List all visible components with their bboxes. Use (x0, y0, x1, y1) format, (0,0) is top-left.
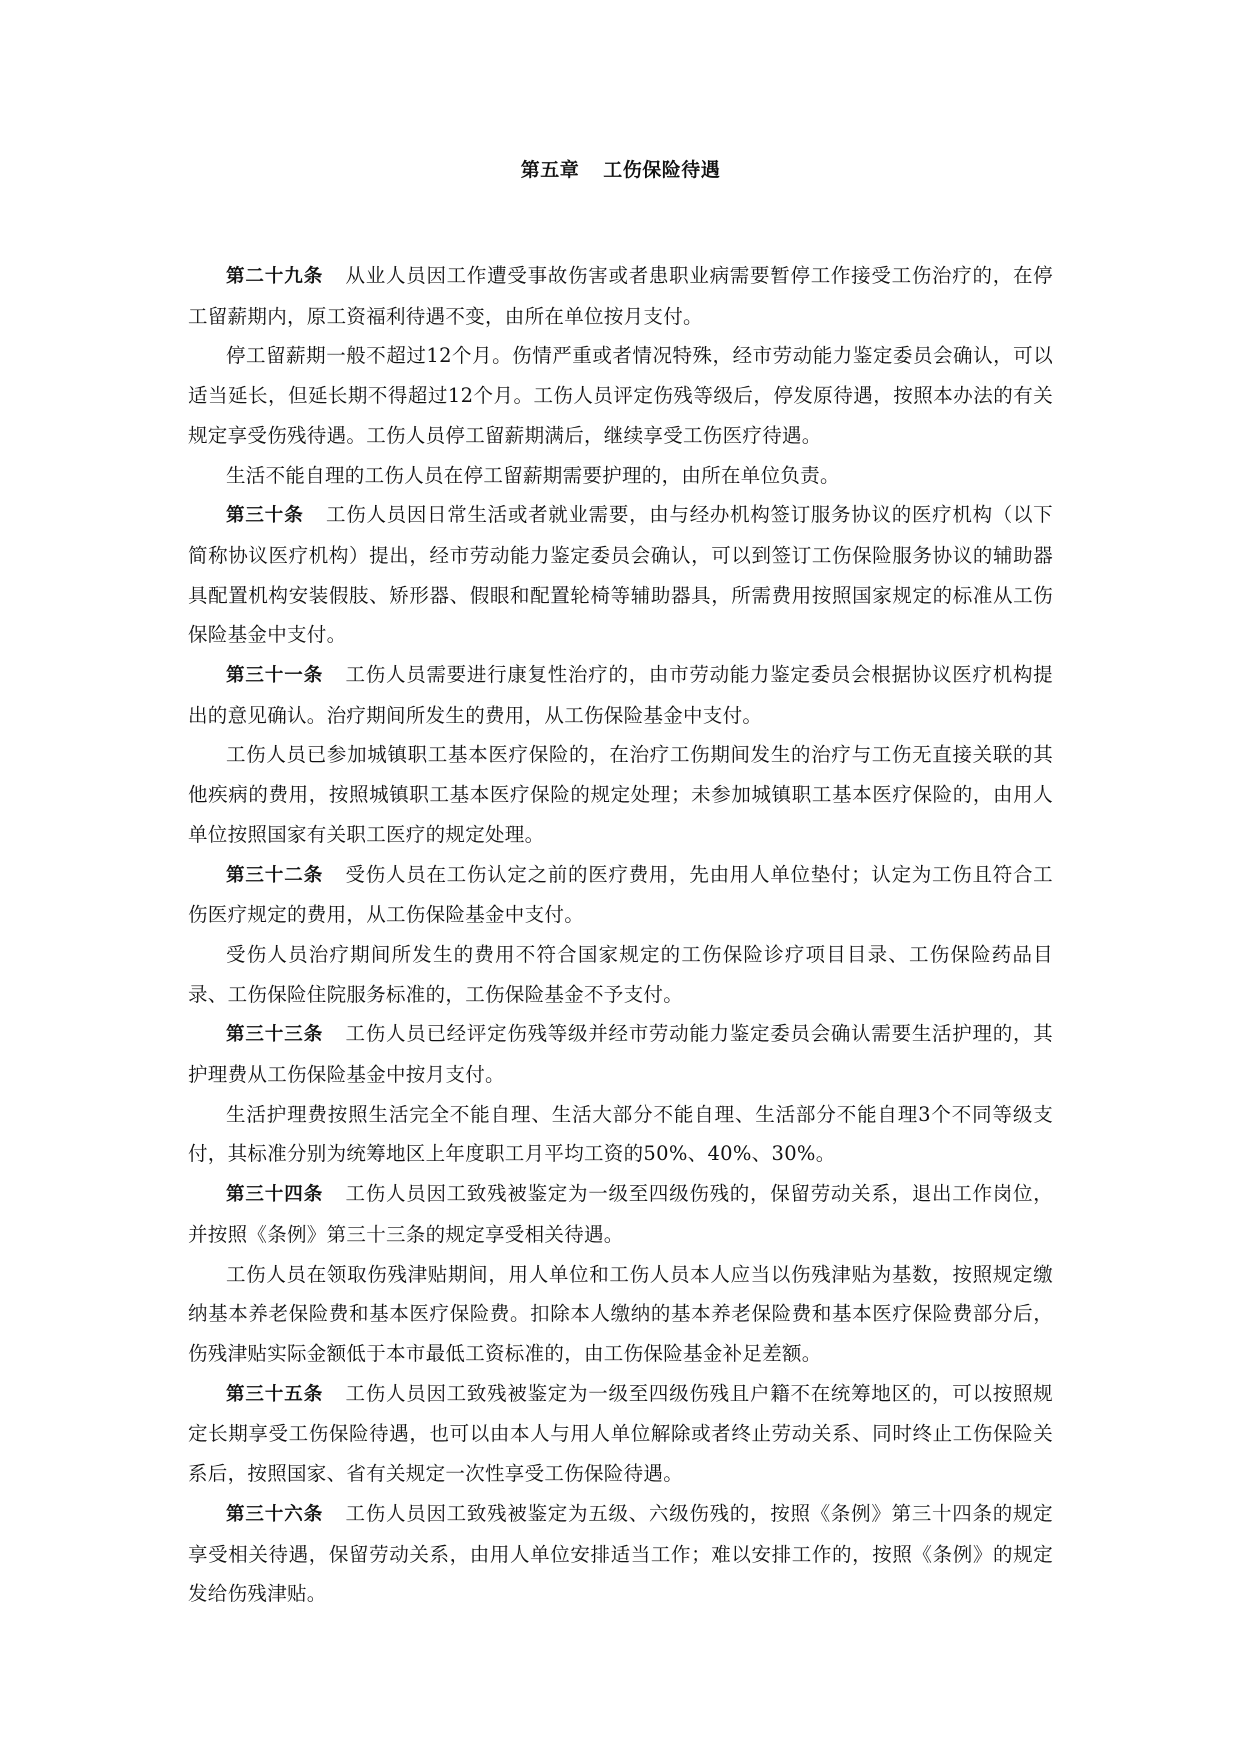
continuation-paragraph (188, 735, 1053, 854)
paragraph-text: 受伤人员在工伤认定之前的医疗费用，先由用人单位垫付；认定为工伤且符合工伤医疗规定的费用，从工伤保险基金中支付。 (188, 862, 1053, 927)
paragraph-text: 工伤人员因工致残被鉴定为五级、六级伤残的，按照《条例》第三十四条的规定享受相关待遇，保留劳动关系，由用人单位安排适当工作；难以安排工作的，按照《条例》的规定发给伤残津贴。 (188, 1501, 1053, 1606)
article-paragraph (188, 1014, 1053, 1094)
article-paragraph (188, 256, 1053, 336)
article-paragraph (188, 855, 1053, 935)
article-paragraph (188, 1494, 1053, 1614)
paragraph-text: 停工留薪期一般不超过12个月。伤情严重或者情况特殊，经市劳动能力鉴定委员会确认，可以适当延长，但延长期不得超过12个月。工伤人员评定伤残等级后，停发原待遇，按照本办法的有关规定享受伤残待遇。工伤人员停工留薪期满后，继续享受工伤医疗待遇。 (188, 344, 1053, 447)
chapter-heading (0, 155, 1241, 185)
paragraph-text: 生活护理费按照生活完全不能自理、生活大部分不能自理、生活部分不能自理3个不同等级支付，其标准分别为统筹地区上年度职工月平均工资的50%、40%、30%。 (188, 1102, 1053, 1166)
continuation-paragraph (188, 336, 1053, 455)
article-number: 第三十六条 (226, 1503, 324, 1525)
paragraph-text: 工伤人员因日常生活或者就业需要，由与经办机构签订服务协议的医疗机构（以下简称协议医疗机构）提出，经市劳动能力鉴定委员会确认，可以到签订工伤保险服务协议的辅助器具配置机构安装假肢、矫形器、假眼和配置轮椅等辅助器具，所需费用按照国家规定的标准从工伤保险基金中支付。 (188, 503, 1053, 647)
paragraph-text: 工伤人员因工致残被鉴定为一级至四级伤残的，保留劳动关系，退出工作岗位，并按照《条例》第三十三条的规定享受相关待遇。 (188, 1182, 1053, 1246)
continuation-paragraph (188, 1095, 1053, 1174)
article-number: 第三十一条 (226, 665, 324, 687)
article-paragraph (188, 655, 1053, 735)
paragraph-text: 从业人员因工作遭受事故伤害或者患职业病需要暂停工作接受工伤治疗的，在停工留薪期内，原工资福利待遇不变，由所在单位按月支付。 (188, 264, 1053, 328)
article-paragraph (188, 1374, 1053, 1494)
paragraph-text: 工伤人员因工致残被鉴定为一级至四级伤残且户籍不在统筹地区的，可以按照规定长期享受工伤保险待遇，也可以由本人与用人单位解除或者终止劳动关系、同时终止工伤保险关系后，按照国家、省有关规定一次性享受工伤保险待遇。 (188, 1381, 1053, 1486)
chapter-title: 工伤保险待遇 (603, 159, 721, 181)
paragraph-text: 工伤人员已经评定伤残等级并经市劳动能力鉴定委员会确认需要生活护理的，其护理费从工伤保险基金中按月支付。 (188, 1022, 1053, 1087)
chapter-body (188, 256, 1053, 1614)
article-paragraph (188, 495, 1053, 655)
continuation-paragraph (188, 1255, 1053, 1374)
paragraph-text: 生活不能自理的工伤人员在停工留薪期需要护理的，由所在单位负责。 (226, 463, 840, 487)
paragraph-text: 工伤人员在领取伤残津贴期间，用人单位和工伤人员本人应当以伤残津贴为基数，按照规定缴纳基本养老保险费和基本医疗保险费。扣除本人缴纳的基本养老保险费和基本医疗保险费部分后，伤残津贴实际金额低于本市最低工资标准的，由工伤保险基金补足差额。 (188, 1262, 1053, 1365)
paragraph-text: 工伤人员已参加城镇职工基本医疗保险的，在治疗工伤期间发生的治疗与工伤无直接关联的其他疾病的费用，按照城镇职工基本医疗保险的规定处理；未参加城镇职工基本医疗保险的，由用人单位按照国家有关职工医疗的规定处理。 (188, 743, 1053, 846)
article-number: 第三十五条 (226, 1383, 324, 1405)
article-number: 第三十三条 (226, 1024, 324, 1046)
article-paragraph (188, 1174, 1053, 1254)
article-number: 第三十条 (226, 505, 304, 527)
continuation-paragraph (188, 456, 1053, 496)
article-number: 第三十四条 (226, 1184, 324, 1206)
article-number: 第二十九条 (226, 266, 324, 287)
continuation-paragraph (188, 935, 1053, 1014)
paragraph-text: 受伤人员治疗期间所发生的费用不符合国家规定的工伤保险诊疗项目目录、工伤保险药品目录、工伤保险住院服务标准的，工伤保险基金不予支付。 (188, 942, 1053, 1006)
paragraph-text: 工伤人员需要进行康复性治疗的，由市劳动能力鉴定委员会根据协议医疗机构提出的意见确认。治疗期间所发生的费用，从工伤保险基金中支付。 (188, 663, 1053, 727)
article-number: 第三十二条 (226, 864, 324, 886)
chapter-number: 第五章 (520, 159, 580, 181)
